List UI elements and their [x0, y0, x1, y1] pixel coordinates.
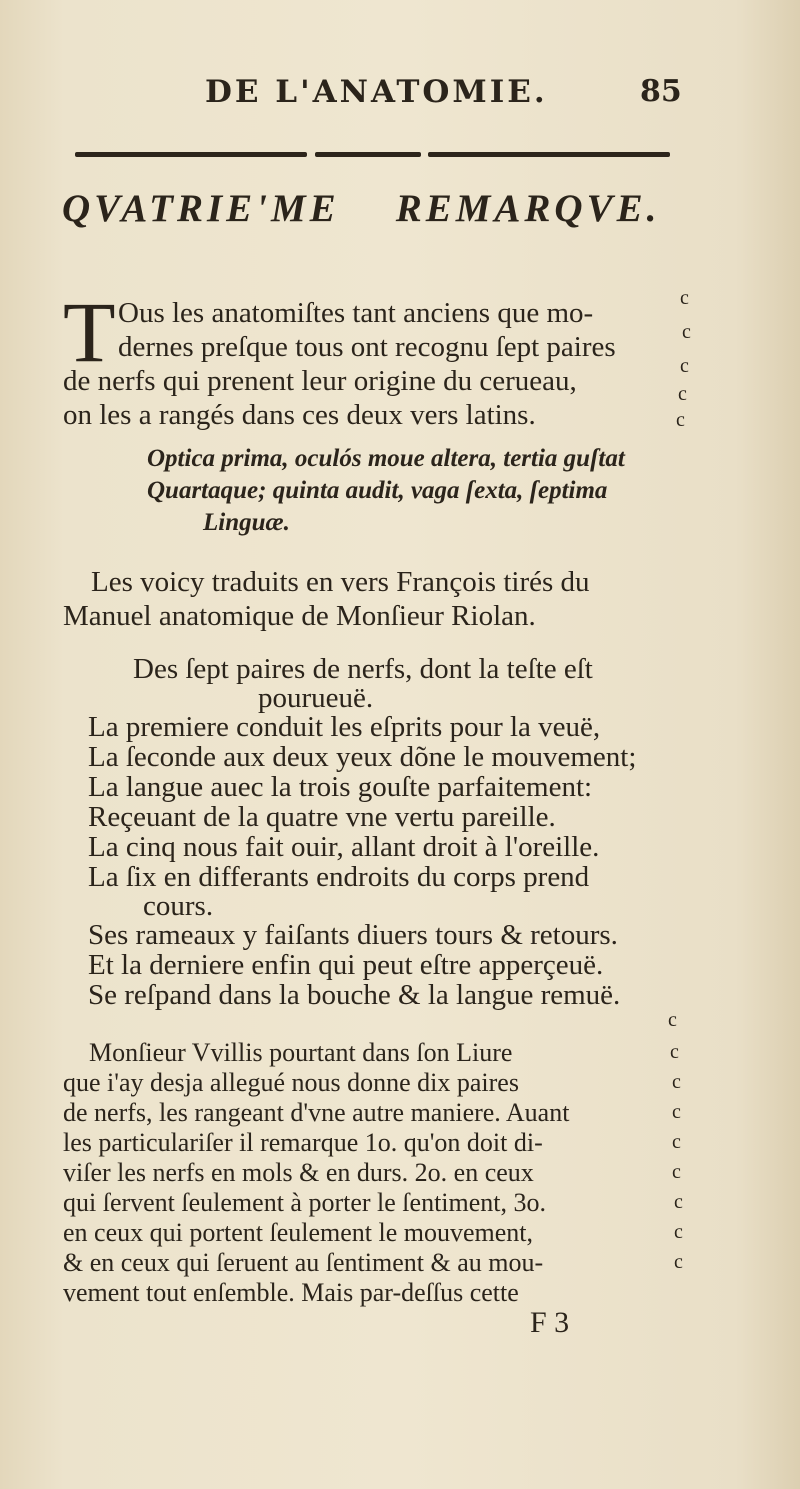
section-title-part2: REMARQVE. [395, 187, 661, 230]
verse-line: Ses rameaux y faiſants diuers tours & retours. [88, 919, 618, 951]
text-line: on les a rangés dans ces deux vers latins. [63, 399, 536, 431]
margin-mark: c [672, 1071, 681, 1093]
verse-line: pourueuë. [258, 682, 374, 714]
text-line: en ceux qui portent ſeulement le mouvement, [63, 1218, 534, 1247]
margin-mark: c [672, 1101, 681, 1123]
verse-line: Linguæ. [203, 509, 290, 536]
verse-line: Se reſpand dans la bouche & la langue remuë. [88, 979, 621, 1011]
margin-mark: c [668, 1009, 677, 1031]
margin-mark: c [678, 383, 687, 405]
section-title-part1: QVATRIE'ME [62, 187, 340, 230]
signature-mark: F 3 [530, 1306, 570, 1339]
verse-line: La ſix en differants endroits du corps prend [88, 861, 590, 893]
text-line: qui ſervent ſeulement à porter le ſentiment, 3o. [63, 1188, 547, 1217]
section-title [62, 186, 660, 231]
verse-line: Quartaque; quinta audit, vaga ſexta, ſeptima [147, 477, 608, 504]
margin-mark: c [672, 1161, 681, 1183]
margin-mark: c [672, 1131, 681, 1153]
margin-mark: c [680, 287, 689, 309]
text-line: que i'ay desja allegué nous donne dix paires [63, 1068, 519, 1097]
margin-mark: c [674, 1221, 683, 1243]
margin-mark: c [674, 1191, 683, 1213]
verse-line: La ſeconde aux deux yeux dõne le mouvement; [88, 741, 637, 773]
text-line: vement tout enſemble. Mais par-deſſus cette [63, 1278, 519, 1307]
text-line: Les voicy traduits en vers François tirés du [91, 566, 590, 598]
margin-mark: c [670, 1041, 679, 1063]
header-rule [75, 150, 670, 159]
text-line: Manuel anatomique de Monſieur Riolan. [63, 600, 536, 632]
verse-line: La cinq nous fait ouir, allant droit à l'oreille. [88, 831, 600, 863]
text-line: viſer les nerfs en mols & en durs. 2o. en ceux [63, 1158, 534, 1187]
text-line: les particulariſer il remarque 1o. qu'on doit di- [63, 1128, 543, 1157]
verse-line: La premiere conduit les eſprits pour la veuë, [88, 711, 601, 743]
running-title: DE L'ANATOMIE. [205, 74, 548, 110]
page-number: 85 [640, 74, 682, 109]
verse-line: La langue auec la trois gouſte parfaitement: [88, 771, 593, 803]
drop-cap: T [63, 284, 116, 380]
margin-mark: c [682, 321, 691, 343]
verse-line: Reçeuant de la quatre vne vertu pareille. [88, 801, 556, 833]
verse-line: Optica prima, oculós moue altera, tertia guſtat [147, 445, 625, 472]
margin-mark: c [680, 355, 689, 377]
text-line: Monſieur Vvillis pourtant dans ſon Liure [89, 1038, 513, 1067]
text-line: & en ceux qui ſeruent au ſentiment & au mou- [63, 1248, 544, 1277]
verse-line: cours. [143, 890, 214, 922]
running-head [0, 72, 800, 122]
verse-line: Des ſept paires de nerfs, dont la teſte eſt [133, 653, 593, 685]
verse-line: Et la derniere enfin qui peut eſtre apperçeuë. [88, 949, 604, 981]
margin-mark: c [674, 1251, 683, 1273]
text-line: de nerfs qui prenent leur origine du cerueau, [63, 365, 577, 397]
margin-mark: c [676, 409, 685, 431]
text-line: dernes preſque tous ont recognu ſept paires [118, 331, 616, 363]
text-line: Ous les anatomiſtes tant anciens que mo- [118, 297, 594, 329]
text-line: de nerfs, les rangeant d'vne autre maniere. Auant [63, 1098, 570, 1127]
